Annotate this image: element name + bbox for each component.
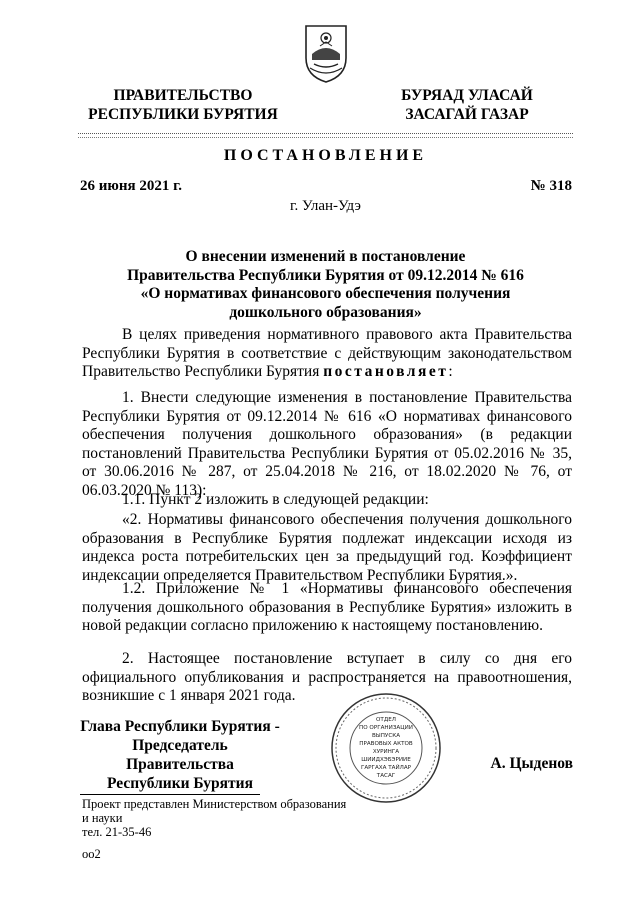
paragraph-1: 1. Внести следующие изменения в постановление Правительства Республики Бурятия от 09.12.2014 № 616 «О нормативах финансового обеспечения получения дошкольного образования» (в редакции постановлений Правительства Республики Бурятия от 05.02.2016 № 35, от 30.06.2016 № 287, от 25.04.2018 № 216, от 18.02.2020 № 76, от 06.03.2020 № 113): [82, 389, 572, 499]
title-line-2: Правительства Республики Бурятия от 09.12.2014 № 616 [127, 266, 524, 284]
seal-line-7: ГАРГАХА ТАЙЛАР [360, 765, 412, 771]
footer-line-2: и науки [82, 811, 123, 825]
header-left [78, 86, 288, 124]
footer-line-3: тел. 21-35-46 [82, 825, 152, 839]
document-number: № 318 [530, 178, 572, 194]
resolves-word: постановляет [323, 363, 449, 380]
seal-line-8: ТАСАГ [376, 773, 396, 779]
signatory-title [80, 717, 280, 793]
paragraph-quote: «2. Нормативы финансового обеспечения получения дошкольного образования в Республике Бурятия подлежат индексации исходя из индекса роста потребительских цен за предыдущий год. Коэффициент индексации определяется Правительством Республики Бурятия.». [82, 511, 572, 584]
footer-divider [80, 794, 260, 795]
preamble-end: : [448, 363, 453, 380]
document-city: г. Улан-Удэ [289, 198, 361, 214]
seal-line-1: ОТДЕЛ [376, 717, 396, 723]
footer-note [82, 797, 382, 839]
preamble-text: В целях приведения нормативного правового акта Правительства Республики Бурятия в соответствие с действующим законодательством Правительство Республики Бурятия [82, 326, 572, 380]
footer-line-1: Проект представлен Министерством образования [82, 797, 347, 811]
header-right [382, 86, 552, 124]
signatory-title-line3: Республики Бурятия [107, 775, 253, 792]
header-right-line1: БУРЯАД УЛАСАЙ [401, 87, 533, 104]
official-seal [330, 692, 442, 804]
title-line-4: дошкольного образования» [229, 303, 422, 321]
header-divider-1 [78, 133, 573, 134]
header-left-line1: ПРАВИТЕЛЬСТВО [113, 87, 253, 104]
document-date: 26 июня 2021 г. [80, 178, 182, 194]
signatory-name: А. Цыденов [490, 755, 573, 772]
paragraph-1-1: 1.1. Пункт 2 изложить в следующей редакции: [122, 491, 429, 508]
signatory-title-line1: Глава Республики Бурятия - [80, 718, 280, 735]
title-line-3: «О нормативах финансового обеспечения получения [140, 285, 511, 302]
header-left-line2: РЕСПУБЛИКИ БУРЯТИЯ [88, 106, 278, 123]
paragraph-2: 2. Настоящее постановление вступает в силу со дня его официального опубликования и распространяется на правоотношения, возникшие с 1 января 2021 года. [82, 650, 572, 704]
signatory-title-line2: Председатель Правительства [126, 737, 234, 773]
document-type: ПОСТАНОВЛЕНИЕ [223, 147, 428, 164]
seal-line-4: ПРАВОВЫХ АКТОВ [359, 741, 413, 747]
header-right-line2: ЗАСАГАЙ ГАЗАР [405, 106, 529, 123]
footer-code: оо2 [82, 847, 101, 861]
seal-line-2: ПО ОРГАНИЗАЦИИ [359, 725, 413, 731]
seal-line-6: ШИИДХЭБЭРИИЕ [361, 757, 411, 763]
preamble-paragraph [82, 326, 572, 382]
seal-line-3: ВЫПУСКА [371, 733, 401, 739]
title-line-1: О внесении изменений в постановление [185, 248, 466, 265]
header-divider-2 [78, 137, 573, 138]
paragraph-1-2: 1.2. Приложение № 1 «Нормативы финансового обеспечения получения дошкольного образования в Республике Бурятия» изложить в новой редакции согласно приложению к настоящему постановлению. [82, 580, 572, 634]
seal-line-5: ХУРИНГА [372, 749, 400, 755]
coat-of-arms-icon [300, 20, 352, 84]
document-title [78, 248, 573, 322]
